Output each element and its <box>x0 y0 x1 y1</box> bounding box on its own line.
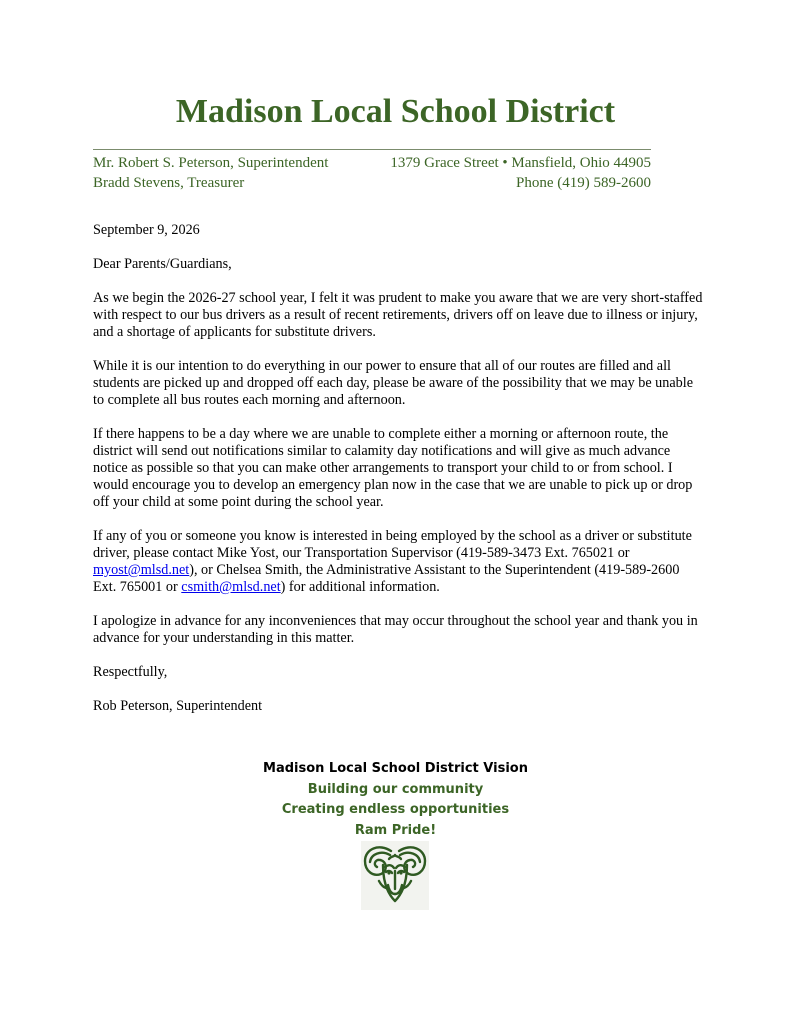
letter-paragraph-4 <box>93 528 705 596</box>
superintendent-name: Mr. Robert S. Peterson, Superintendent <box>93 155 329 171</box>
letter-paragraph-1: As we begin the 2026-27 school year, I felt it was prudent to make you aware that we are very short-staffed with respect to our bus drivers as a result of recent retirements, drivers off on leave due to illness or injury, and a shortage of applicants for substitute drivers. <box>93 290 703 340</box>
letterhead-row-2 <box>93 173 651 193</box>
vision-line-2: Creating endless opportunities <box>281 802 510 817</box>
letter-paragraph-3: If there happens to be a day where we are unable to complete either a morning or afternoon route, the district will send out notifications similar to calamity day notifications and will give as much advance notice as possible so that you can make other arrangements to transport your child to or from school. I would encourage you to develop an emergency plan now in the case that we are unable to pick up or drop off your child at some point during the school year. <box>93 426 693 510</box>
letter-date: September 9, 2026 <box>93 222 200 238</box>
vision-line-3: Ram Pride! <box>354 822 437 838</box>
email-link-myost[interactable]: myost@mlsd.net <box>93 562 190 578</box>
letter-paragraph-5: I apologize in advance for any inconveniences that may occur throughout the school year and thank you in advance for your understanding in this matter. <box>93 613 698 646</box>
letter-closing: Respectfully, <box>93 664 168 680</box>
vision-line-1: Building our community <box>307 781 484 797</box>
treasurer-name: Bradd Stevens, Treasurer <box>93 175 245 191</box>
email-link-csmith[interactable]: csmith@mlsd.net <box>181 579 281 595</box>
letterhead-row-1 <box>93 153 651 173</box>
paragraph-4-text-3: ) for additional information. <box>280 579 440 595</box>
paragraph-4-text-1: If any of you or someone you know is interested in being employed by the school as a driver or substitute driver, please contact Mike Yost, our Transportation Supervisor (419-589-3473 Ext. 765021 or <box>93 528 692 561</box>
district-phone: Phone (419) 589-2600 <box>516 175 651 191</box>
letter-signature: Rob Peterson, Superintendent <box>93 698 263 714</box>
vision-title: Madison Local School District Vision <box>263 761 528 776</box>
letter-salutation: Dear Parents/Guardians, <box>93 256 232 272</box>
letterhead-divider <box>93 149 651 150</box>
paragraph-4-text-2: ), or Chelsea Smith, the Administrative Assistant to the Superintendent (419-589-2600 Ext. 765001 or <box>93 562 680 595</box>
vision-block <box>0 759 791 841</box>
ram-head-icon <box>361 841 429 910</box>
district-name-title: Madison Local School District <box>175 93 616 130</box>
district-address: 1379 Grace Street • Mansfield, Ohio 44905 <box>390 155 651 171</box>
letter-body <box>93 222 705 732</box>
letter-paragraph-2: While it is our intention to do everything in our power to ensure that all of our routes are filled and all students are picked up and dropped off each day, please be aware of the possibility that we may be unable to complete all bus routes each morning and afternoon. <box>93 358 694 408</box>
